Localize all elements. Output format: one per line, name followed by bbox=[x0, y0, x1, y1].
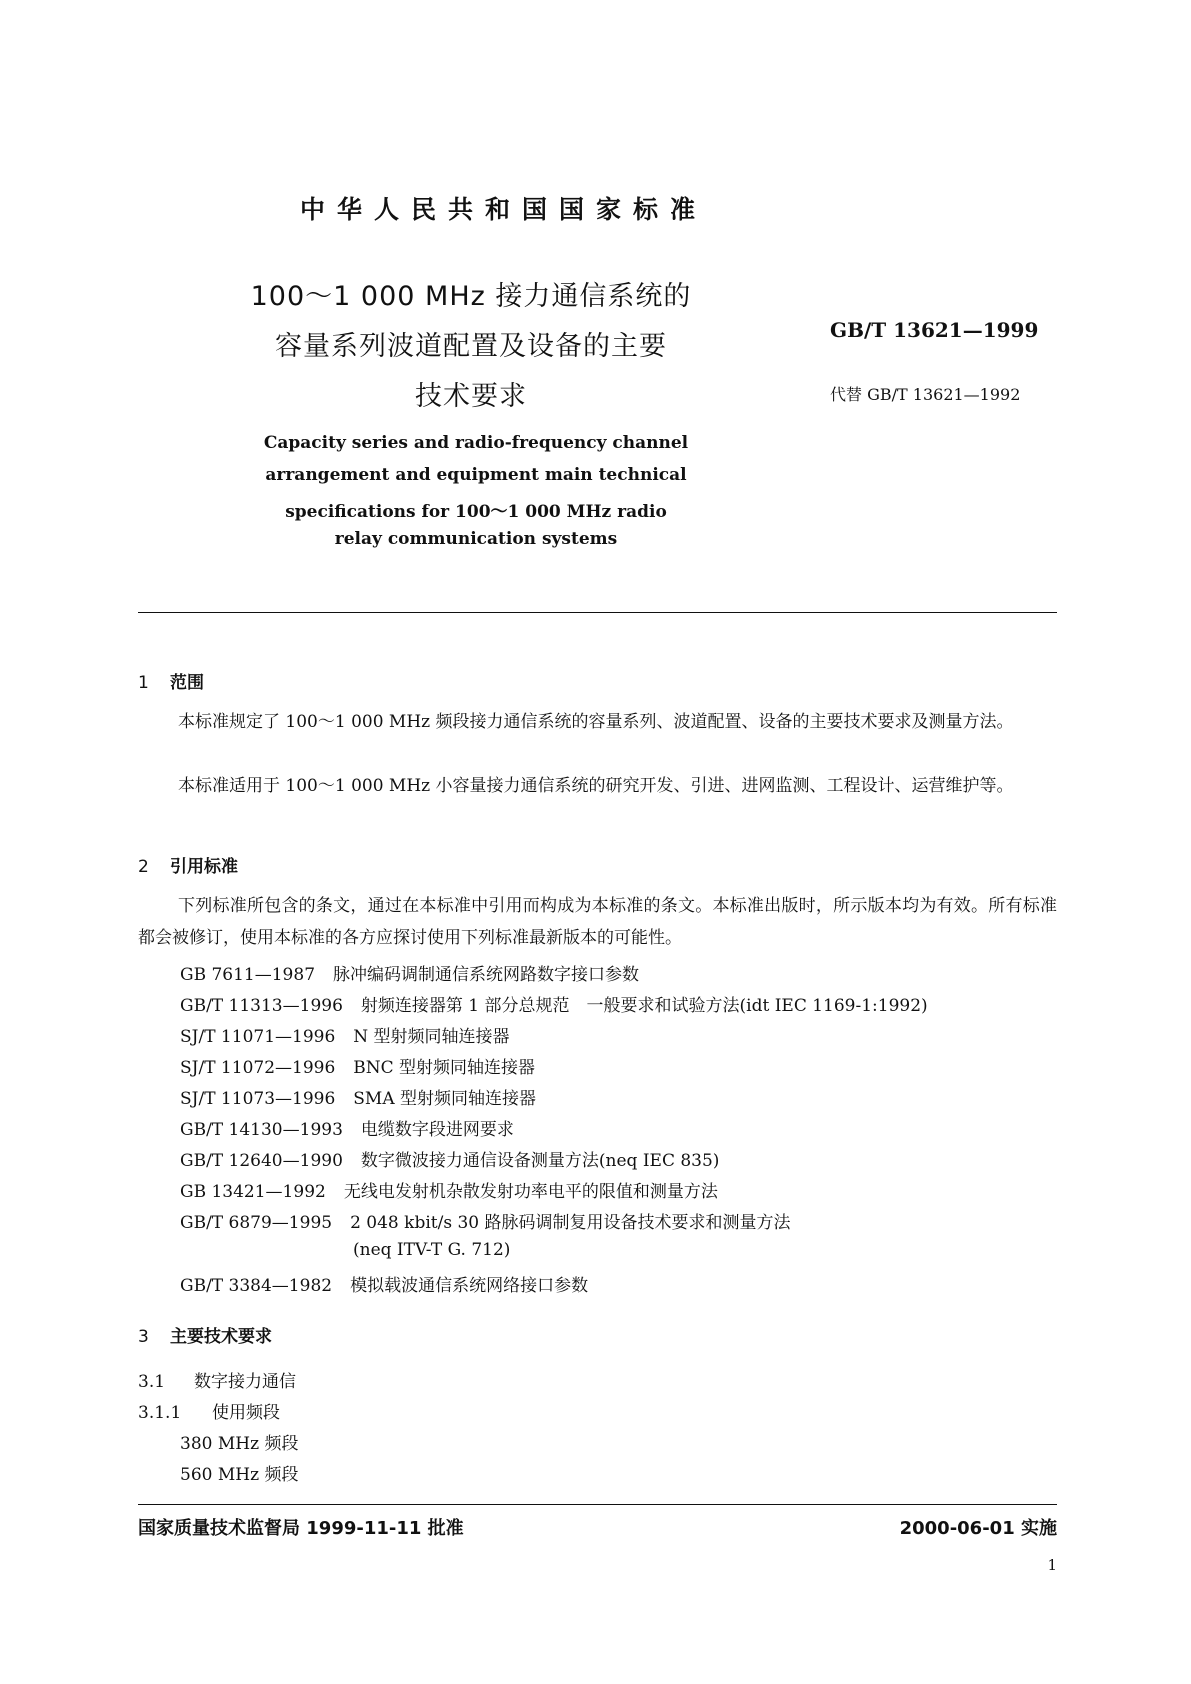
subsection-3-1-number: 3.1 bbox=[138, 1372, 166, 1392]
en-title-line-4: relay communication systems bbox=[334, 529, 618, 549]
cn-title-line-2: 容量系列波道配置及设备的主要 bbox=[275, 331, 667, 362]
reference-code: GB/T 3384—1982 bbox=[180, 1276, 333, 1296]
reference-title: SMA 型射频同轴连接器 bbox=[353, 1089, 537, 1109]
reference-item bbox=[180, 1084, 536, 1109]
reference-code: SJ/T 11072—1996 bbox=[180, 1058, 336, 1078]
reference-title: 电缆数字段进网要求 bbox=[360, 1120, 514, 1140]
reference-code: GB/T 6879—1995 bbox=[180, 1213, 333, 1233]
cn-title-line-3: 技术要求 bbox=[415, 381, 527, 412]
section-1-heading bbox=[138, 668, 204, 693]
reference-title: BNC 型射频同轴连接器 bbox=[353, 1058, 536, 1078]
reference-code: SJ/T 11073—1996 bbox=[180, 1089, 336, 1109]
page-number: 1 bbox=[1047, 1556, 1057, 1574]
reference-item-continuation bbox=[353, 1240, 510, 1260]
reference-title: 模拟载波通信系统网络接口参数 bbox=[350, 1276, 589, 1296]
cn-title-line-1: 100～1 000 MHz 接力通信系统的 bbox=[250, 281, 692, 312]
reference-item bbox=[180, 1146, 719, 1171]
section-1-paragraph-1: 本标准规定了 100～1 000 MHz 频段接力通信系统的容量系列、波道配置、设备的主要技术要求及测量方法。 bbox=[178, 712, 1014, 732]
section-1-title: 范围 bbox=[170, 673, 204, 693]
reference-code: GB/T 11313—1996 bbox=[180, 996, 343, 1016]
band-item: 560 MHz 频段 bbox=[180, 1465, 299, 1485]
subsection-3-1-1-number: 3.1.1 bbox=[138, 1403, 182, 1423]
reference-item bbox=[180, 1271, 588, 1296]
reference-code: GB 7611—1987 bbox=[180, 965, 316, 985]
reference-item bbox=[180, 960, 639, 985]
en-title-line-1: Capacity series and radio-frequency channel bbox=[263, 433, 689, 453]
section-3-heading bbox=[138, 1322, 272, 1347]
national-standard-title: 中华人民共和国国家标准 bbox=[300, 195, 708, 224]
subsection-3-1-title: 数字接力通信 bbox=[194, 1372, 296, 1392]
reference-item bbox=[180, 1022, 510, 1047]
reference-item bbox=[180, 991, 928, 1016]
standard-number: GB/T 13621—1999 bbox=[830, 318, 1039, 342]
reference-title: 数字微波接力通信设备测量方法(neq IEC 835) bbox=[360, 1151, 720, 1171]
subsection-3-1 bbox=[138, 1367, 296, 1392]
section-2-heading bbox=[138, 852, 238, 877]
section-1-number: 1 bbox=[138, 673, 149, 693]
reference-code: GB 13421—1992 bbox=[180, 1182, 326, 1202]
section-3-title: 主要技术要求 bbox=[170, 1327, 272, 1347]
subsection-3-1-1 bbox=[138, 1398, 280, 1423]
section-2-intro: 下列标准所包含的条文，通过在本标准中引用而构成为本标准的条文。本标准出版时，所示版本均为有效。所有标准都会被修订，使用本标准的各方应探讨使用下列标准最新版本的可能性。 bbox=[138, 896, 1057, 948]
effective-date: 2000-06-01 实施 bbox=[899, 1518, 1057, 1539]
band-item: 380 MHz 频段 bbox=[180, 1434, 299, 1454]
reference-item bbox=[180, 1208, 791, 1233]
reference-code: GB/T 12640—1990 bbox=[180, 1151, 343, 1171]
reference-title: 脉冲编码调制通信系统网路数字接口参数 bbox=[333, 965, 640, 985]
reference-title: N 型射频同轴连接器 bbox=[353, 1027, 510, 1047]
section-2-title: 引用标准 bbox=[170, 857, 238, 877]
reference-title: 无线电发射机杂散发射功率电平的限值和测量方法 bbox=[343, 1182, 718, 1202]
subsection-3-1-1-title: 使用频段 bbox=[212, 1403, 280, 1423]
approval-date: 国家质量技术监督局 1999-11-11 批准 bbox=[138, 1518, 464, 1539]
reference-item bbox=[180, 1053, 535, 1078]
reference-item bbox=[180, 1115, 514, 1140]
section-2-number: 2 bbox=[138, 857, 149, 877]
reference-item bbox=[180, 1177, 718, 1202]
header-divider bbox=[138, 612, 1057, 613]
section-3-number: 3 bbox=[138, 1327, 149, 1347]
reference-code: SJ/T 11071—1996 bbox=[180, 1027, 336, 1047]
reference-code: GB/T 14130—1993 bbox=[180, 1120, 343, 1140]
en-title-line-2: arrangement and equipment main technical bbox=[265, 465, 687, 485]
replaces-standard: 代替 GB/T 13621—1992 bbox=[830, 385, 1021, 404]
reference-title: 射频连接器第 1 部分总规范 一般要求和试验方法(idt IEC 1169-1:1992) bbox=[360, 996, 928, 1016]
reference-title: (neq ITV-T G. 712) bbox=[353, 1240, 511, 1260]
footer-divider bbox=[138, 1504, 1057, 1505]
en-title-line-3: specifications for 100～1 000 MHz radio bbox=[285, 502, 667, 522]
section-1-paragraph-2: 本标准适用于 100～1 000 MHz 小容量接力通信系统的研究开发、引进、进网监测、工程设计、运营维护等。 bbox=[178, 776, 1014, 796]
reference-title: 2 048 kbit/s 30 路脉码调制复用设备技术要求和测量方法 bbox=[350, 1213, 791, 1233]
